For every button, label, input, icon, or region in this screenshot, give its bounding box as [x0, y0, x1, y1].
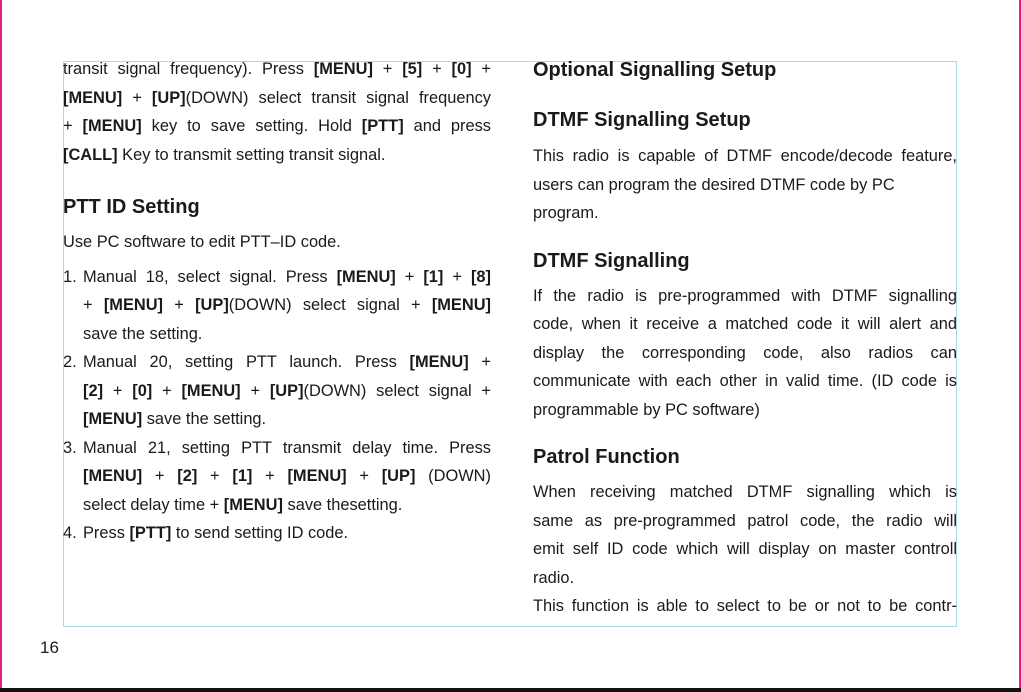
ptt-id-heading: PTT ID Setting — [63, 196, 200, 218]
patrol-function-paragraph — [533, 478, 957, 621]
intro-line-4: [CALL] Key to transmit setting transit signal. — [63, 145, 386, 164]
list-item — [63, 434, 491, 520]
list-item-number: 3. — [63, 438, 77, 457]
list-item-number: 2. — [63, 353, 77, 371]
text-line: This radio is capable of DTMF encode/decode feature, — [533, 147, 957, 165]
list-line: [2] + [0] + [MENU] + [UP](DOWN) select signal + — [83, 381, 491, 400]
intro-line-3: + [MENU] key to save setting. Hold [PTT] and press — [63, 117, 491, 135]
text-line: If the radio is pre-programmed with DTMF signalling — [533, 286, 957, 305]
list-line: save the setting. — [83, 324, 203, 343]
bottom-edge-line — [0, 688, 1021, 692]
text-line: When receiving matched DTMF signalling which is — [533, 483, 957, 501]
text-line: programmable by PC software) — [533, 400, 760, 419]
list-item — [63, 263, 491, 349]
page-number: 16 — [40, 638, 59, 657]
list-item-number: 4. — [63, 524, 77, 542]
list-item — [63, 519, 491, 548]
list-line: Manual 20, setting PTT launch. Press [MENU] + — [83, 353, 491, 371]
dtmf-signalling-paragraph — [533, 282, 957, 425]
text-line: display the corresponding code, also radios can — [533, 343, 957, 362]
left-edge-line — [0, 0, 2, 692]
list-line: [MENU] + [2] + [1] + [MENU] + [UP] (DOWN) — [83, 467, 491, 485]
list-line: Press [PTT] to send setting ID code. — [83, 524, 349, 542]
text-line: code, when it receive a matched code it will alert and — [533, 315, 957, 333]
patrol-function-heading: Patrol Function — [533, 446, 680, 468]
section-title: Optional Signalling Setup — [533, 59, 777, 81]
intro-line-2: [MENU] + [UP](DOWN) select transit signal frequency — [63, 88, 491, 107]
list-line: [MENU] save the setting. — [83, 410, 267, 428]
text-line: program. — [533, 204, 599, 222]
left-column — [63, 55, 491, 548]
list-item — [63, 348, 491, 434]
intro-line-1: transit signal frequency). Press [MENU] + [5] + [0] + — [63, 60, 491, 78]
ptt-steps-list — [63, 263, 491, 548]
text-line: users can program the desired DTMF code by PC — [533, 175, 895, 194]
right-column — [533, 57, 957, 621]
dtmf-setup-heading: DTMF Signalling Setup — [533, 109, 751, 131]
list-line: Manual 21, setting PTT transmit delay time. Press — [83, 438, 491, 457]
text-line: emit self ID code which will display on master controll — [533, 540, 957, 558]
list-line: + [MENU] + [UP](DOWN) select signal + [MENU] — [83, 296, 491, 314]
ptt-id-intro: Use PC software to edit PTT–ID code. — [63, 233, 341, 251]
dtmf-setup-paragraph — [533, 142, 957, 228]
text-line: communicate with each other in valid time. (ID code is — [533, 372, 957, 390]
list-item-number: 1. — [63, 267, 77, 286]
text-line: same as pre-programmed patrol code, the radio will — [533, 511, 957, 530]
text-line: radio. — [533, 568, 575, 587]
text-line: This function is able to select to be or not to be contr- — [533, 597, 957, 615]
list-line: Manual 18, select signal. Press [MENU] + [1] + [8] — [83, 267, 491, 286]
list-line: select delay time + [MENU] save thesetting. — [83, 495, 403, 514]
dtmf-signalling-heading: DTMF Signalling — [533, 249, 690, 272]
